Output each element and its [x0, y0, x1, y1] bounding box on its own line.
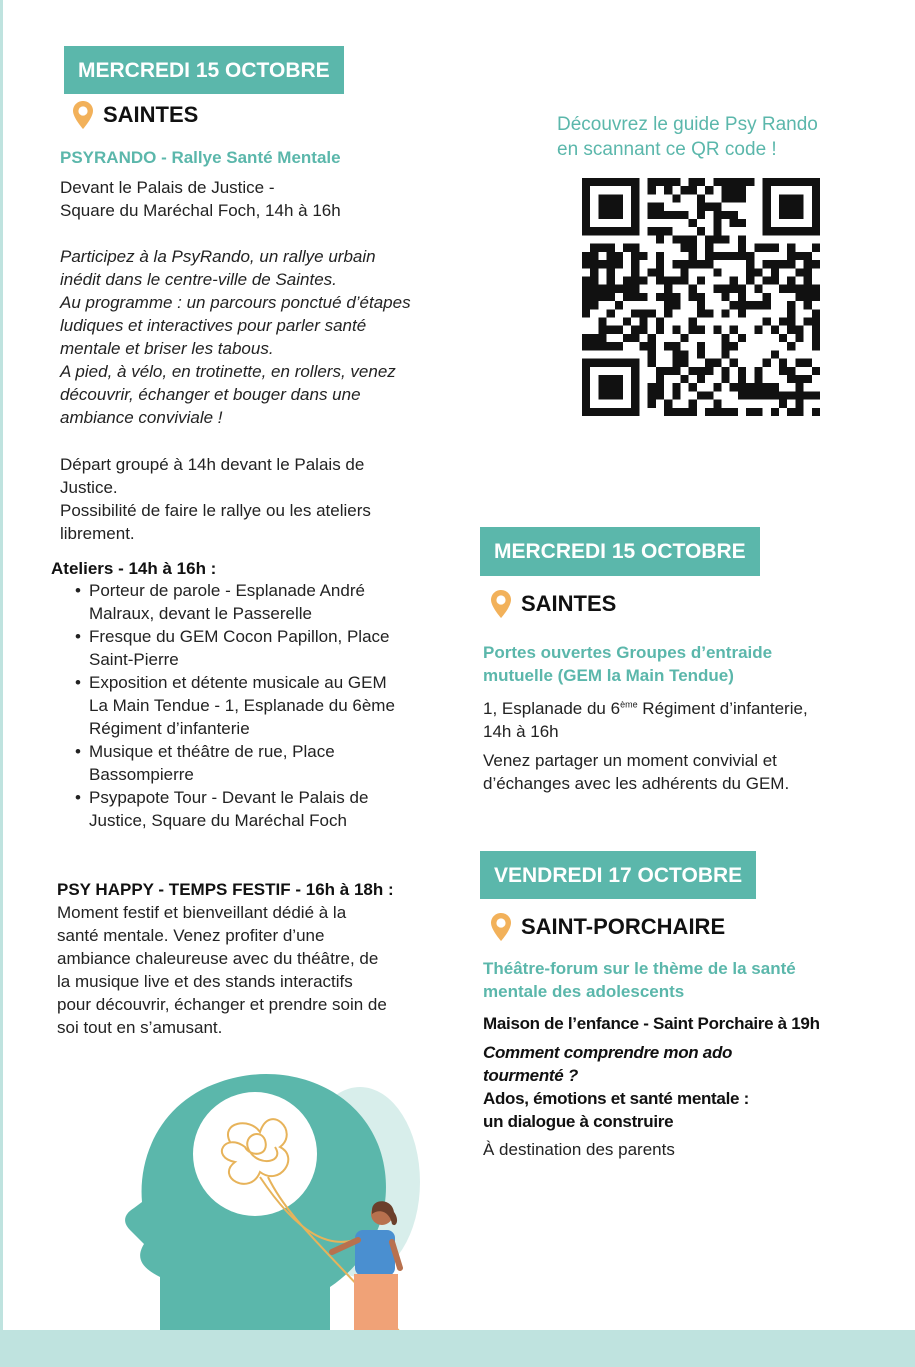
event2-addr-post: Régiment d’infanterie, [637, 699, 808, 718]
event2-date: MERCREDI 15 OCTOBRE [494, 540, 746, 563]
event3-city-heading [490, 911, 725, 943]
head-illustration [100, 1062, 430, 1332]
qr-caption-line: en scannant ce QR code ! [557, 139, 777, 160]
event1-date: MERCREDI 15 OCTOBRE [78, 58, 330, 82]
qr-caption-line: Découvrez le guide Psy Rando [557, 114, 818, 135]
event3-subtitle-line: Ados, émotions et santé mentale : [483, 1089, 749, 1108]
atelier-line: La Main Tendue - 1, Esplanade du 6ème [89, 696, 395, 715]
event1-title: PSYRANDO - Rallye Santé Mentale [60, 148, 341, 167]
event1-place-line: Square du Maréchal Foch, 14h à 16h [60, 201, 341, 220]
event1-intro-line: inédit dans le centre-ville de Saintes. [60, 270, 337, 289]
event1-intro-line: ludiques et interactives pour parler santé [60, 316, 367, 335]
event3-place: Maison de l’enfance - Saint Porchaire à 19h [483, 1014, 820, 1033]
event1-happy-line: santé mentale. Venez profiter d’une [57, 926, 325, 945]
event1-ateliers-title: Ateliers - 14h à 16h : [51, 559, 217, 578]
event3-date-banner [480, 851, 756, 899]
event2-city: SAINTES [521, 591, 617, 616]
atelier-line: • Exposition et détente musicale au GEM [89, 673, 387, 692]
location-pin-icon [490, 589, 512, 619]
event2-address [483, 697, 808, 743]
atelier-line: Saint-Pierre [89, 650, 179, 669]
event1-happy-line: la musique live et des stands interactifs [57, 972, 353, 991]
event2-title [483, 641, 772, 687]
event2-date-banner [480, 527, 760, 576]
event3-subtitle [483, 1087, 749, 1133]
atelier-line: Bassompierre [89, 765, 194, 784]
event1-happy-line: ambiance chaleureuse avec du théâtre, de [57, 949, 379, 968]
event2-address-line [483, 697, 808, 720]
event2-title-line: mutuelle (GEM la Main Tendue) [483, 666, 734, 685]
event1-intro-line: découvrir, échanger et bouger dans une [60, 385, 361, 404]
event1-depart-line: Départ groupé à 14h devant le Palais de [60, 455, 365, 474]
atelier-item [74, 740, 464, 786]
qr-caption [557, 112, 877, 162]
event1-place [60, 176, 341, 222]
event3-question [483, 1041, 732, 1087]
event1-depart-line: Justice. [60, 478, 118, 497]
event1-ateliers-list [74, 579, 464, 832]
event1-happy-line: pour découvrir, échanger et prendre soin de [57, 995, 387, 1014]
event2-desc-line: d’échanges avec les adhérents du GEM. [483, 774, 790, 793]
event3-date: VENDREDI 17 OCTOBRE [494, 863, 743, 887]
event1-city: SAINTES [103, 102, 199, 127]
event1-happy-title: PSY HAPPY - TEMPS FESTIF - 16h à 18h : [57, 880, 394, 899]
event2-address-line: 14h à 16h [483, 722, 559, 741]
atelier-line: • Fresque du GEM Cocon Papillon, Place [89, 627, 390, 646]
atelier-line: Justice, Square du Maréchal Foch [89, 811, 347, 830]
event3-subtitle-line: un dialogue à construire [483, 1112, 674, 1131]
event3-title-line: mentale des adolescents [483, 982, 685, 1001]
atelier-line: • Porteur de parole - Esplanade André [89, 581, 365, 600]
event3-audience: À destination des parents [483, 1140, 675, 1159]
atelier-item [74, 625, 464, 671]
left-edge-border [0, 0, 3, 1367]
event3-city: SAINT-PORCHAIRE [521, 914, 726, 939]
event1-place-line: Devant le Palais de Justice - [60, 178, 275, 197]
atelier-line: Malraux, devant le Passerelle [89, 604, 313, 623]
atelier-line: • Psypapote Tour - Devant le Palais de [89, 788, 369, 807]
event1-intro-line: A pied, à vélo, en trotinette, en rollers, venez [60, 362, 396, 381]
event2-desc [483, 749, 789, 795]
event1-intro [60, 245, 411, 429]
event1-intro-line: Au programme : un parcours ponctué d’étapes [60, 293, 411, 312]
event2-city-heading [490, 588, 616, 620]
event1-happy-desc [57, 901, 387, 1039]
event1-intro-line: ambiance conviviale ! [60, 408, 223, 427]
event1-depart-line: librement. [60, 524, 135, 543]
event2-title-line: Portes ouvertes Groupes d’entraide [483, 643, 773, 662]
event3-title [483, 957, 796, 1003]
event3-title-line: Théâtre-forum sur le thème de la santé [483, 959, 796, 978]
location-pin-icon [72, 100, 94, 130]
atelier-line: Régiment d’infanterie [89, 719, 250, 738]
footer-band [0, 1330, 915, 1367]
event3-question-line: tourmenté ? [483, 1066, 578, 1085]
event1-depart [60, 453, 371, 545]
qr-code[interactable] [582, 178, 820, 416]
atelier-item [74, 671, 464, 740]
event1-happy-line: Moment festif et bienveillant dédié à la [57, 903, 347, 922]
event1-depart-line: Possibilité de faire le rallye ou les ateliers [60, 501, 371, 520]
event1-date-banner [64, 46, 344, 94]
event3-question-line: Comment comprendre mon ado [483, 1043, 733, 1062]
event2-addr-sup: ème [620, 699, 638, 710]
atelier-item [74, 786, 464, 832]
location-pin-icon [490, 912, 512, 942]
event1-intro-line: mentale et briser les tabous. [60, 339, 274, 358]
event2-addr-pre: 1, Esplanade du 6 [483, 699, 621, 718]
event1-happy-line: soi tout en s’amusant. [57, 1018, 223, 1037]
atelier-item [74, 579, 464, 625]
event1-intro-line: Participez à la PsyRando, un rallye urbain [60, 247, 376, 266]
event1-city-heading [72, 99, 198, 131]
atelier-line: • Musique et théâtre de rue, Place [89, 742, 335, 761]
event2-desc-line: Venez partager un moment convivial et [483, 751, 777, 770]
